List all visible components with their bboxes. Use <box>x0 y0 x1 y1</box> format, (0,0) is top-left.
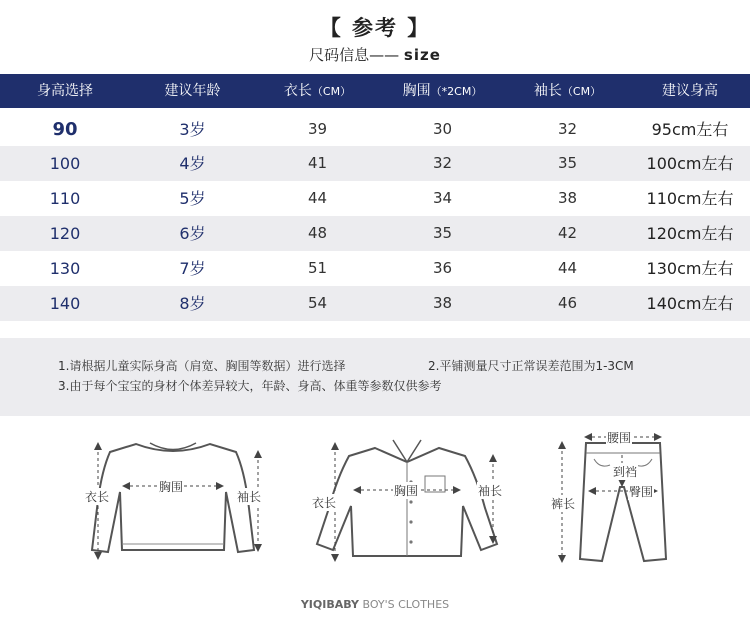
sweater-length-label: 衣长 <box>85 490 110 504</box>
pants-diagram <box>548 425 683 570</box>
shirt-chest-label: 胸围 <box>394 484 419 498</box>
sweater-diagram <box>78 430 268 565</box>
table-row: 100 4岁 41 32 35 100cm左右 <box>0 146 750 181</box>
table-row: 120 6岁 48 35 42 120cm左右 <box>0 216 750 251</box>
header-sleeve: 袖长（CM） <box>533 83 602 99</box>
header-height: 身高选择 <box>37 83 93 99</box>
shirt-length-label: 衣长 <box>312 496 337 510</box>
subtitle-cn: 尺码信息—— <box>309 46 404 64</box>
header-age: 建议年龄 <box>164 83 221 99</box>
sweater-chest-label: 胸围 <box>159 480 184 494</box>
header-suggested-height: 建议身高 <box>662 83 718 99</box>
sweater-sleeve-label: 袖长 <box>237 490 262 504</box>
table-row: 110 5岁 44 34 38 110cm左右 <box>49 189 734 208</box>
header-length: 衣长（CM） <box>283 83 352 99</box>
note-1: 1.请根据儿童实际身高（肩宽、胸围等数据）进行选择 <box>58 359 346 373</box>
note-2: 2.平铺测量尺寸正常误差范围为1-3CM <box>428 359 634 373</box>
page-title: 【 参考 】 <box>319 16 431 40</box>
page-subtitle <box>0 44 750 65</box>
table-row: 90 3岁 39 30 32 95cm左右 <box>52 119 729 140</box>
size-table-header <box>0 74 750 108</box>
subtitle-en: size <box>403 46 441 64</box>
pants-waist-label: 腰围 <box>607 431 632 445</box>
shirt-diagram <box>305 432 510 567</box>
shirt-sleeve-label: 袖长 <box>478 484 503 498</box>
notes-panel <box>0 338 750 416</box>
pants-rise-label: 到裆 <box>613 465 638 479</box>
pants-length-label: 裤长 <box>551 497 576 511</box>
brand-footer: YIQIBABY BOY'S CLOTHES <box>300 598 450 611</box>
header-chest: 胸围（*2CM） <box>402 83 483 99</box>
table-row: 140 8岁 54 38 46 140cm左右 <box>0 286 750 321</box>
pants-hip-label: 臀围 <box>629 485 654 499</box>
note-3: 3.由于每个宝宝的身材个体差异较大，年龄、身高、体重等参数仅供参考 <box>58 379 442 393</box>
table-row: 130 7岁 51 36 44 130cm左右 <box>49 259 734 278</box>
